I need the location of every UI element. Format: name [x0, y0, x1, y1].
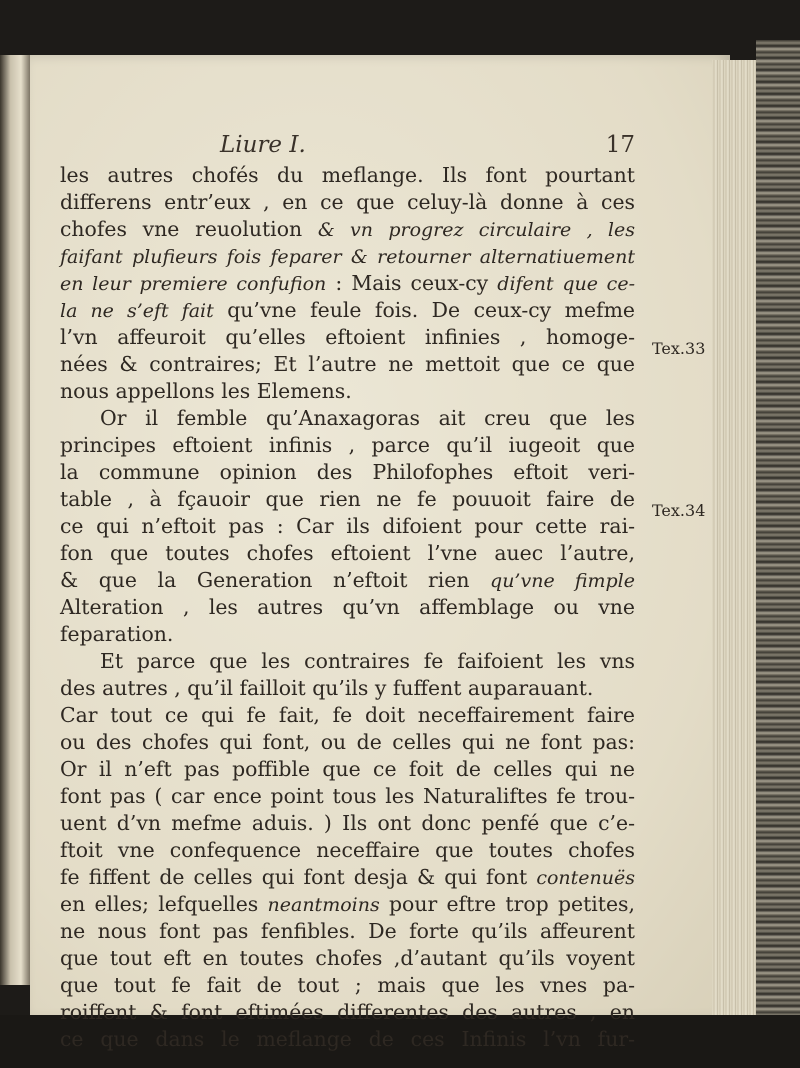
line-text: uent d’vn mefme aduis. ) Ils ont donc penfé que c’e- — [60, 811, 635, 835]
italic-text: neantmoins — [267, 894, 380, 916]
page-header — [220, 132, 635, 162]
text-line — [60, 405, 635, 432]
line-text: Car tout ce qui fe fait, fe doit neceffairement faire — [60, 703, 635, 727]
line-text: roiffent & font eftimées differentes des autres , en — [60, 1000, 635, 1024]
line-text: ne nous font pas fenfibles. De forte qu’ils affeurent — [60, 919, 635, 943]
margin-note: Tex.33 — [652, 339, 706, 358]
text-line — [60, 297, 635, 324]
line-text: nées & contraires; Et l’autre ne mettoit que ce que — [60, 352, 635, 376]
line-text: font pas ( car ence point tous les Naturaliftes fe trou- — [60, 784, 635, 808]
text-line — [60, 702, 635, 729]
line-text: nous appellons les Elemens. — [60, 379, 352, 403]
italic-text: faifant plufieurs fois feparer & retourner alternatiuement — [60, 246, 635, 268]
line-text: ou des chofes qui font, ou de celles qui ne font pas: — [60, 730, 635, 754]
line-text: fe fiffent de celles qui font desja & qui font — [60, 865, 537, 889]
text-line — [60, 729, 635, 756]
text-line — [60, 351, 635, 378]
line-text: differens entr’eux , en ce que celuy-là donne à ces — [60, 190, 635, 214]
text-line — [60, 486, 635, 513]
text-line — [60, 810, 635, 837]
text-line — [60, 1026, 635, 1053]
line-text: : Mais ceux-cy — [326, 271, 498, 295]
italic-text: la ne s’eft fait — [60, 300, 214, 322]
text-line — [60, 513, 635, 540]
line-text: Et parce que les contraires fe faifoient les vns — [100, 649, 635, 673]
line-text: feparation. — [60, 622, 174, 646]
line-text: des autres , qu’il failloit qu’ils y fuffent auparauant. — [60, 676, 594, 700]
text-line — [60, 432, 635, 459]
line-text: qu’vne feule fois. De ceux-cy mefme — [213, 298, 635, 322]
text-line — [60, 459, 635, 486]
italic-text: contenuës — [536, 867, 635, 889]
line-text: que tout eft en toutes chofes ,d’autant qu’ils voyent — [60, 946, 635, 970]
line-text: pour eftre trop petites, — [379, 892, 635, 916]
line-text: Or il femble qu’Anaxagoras ait creu que les — [100, 406, 635, 430]
running-head: Liure I. — [220, 132, 306, 158]
page-stack — [712, 60, 756, 1020]
body-text — [60, 162, 635, 1053]
italic-text: qu’vne fimple — [490, 570, 635, 592]
italic-text: en leur premiere confufion — [60, 273, 327, 295]
text-line — [60, 756, 635, 783]
text-line — [60, 945, 635, 972]
text-line — [60, 891, 635, 918]
line-text: les autres chofés du meflange. Ils font pourtant — [60, 163, 635, 187]
text-line — [60, 972, 635, 999]
line-text: chofes vne reuolution — [60, 217, 318, 241]
line-text: ce qui n’eftoit pas : Car ils difoient pour cette rai- — [60, 514, 635, 538]
line-text: fon que toutes chofes eftoient l’vne auec l’autre, — [60, 541, 635, 565]
italic-text: & vn progrez circulaire , les — [317, 219, 635, 241]
margin-note: Tex.34 — [652, 501, 706, 520]
text-line — [60, 918, 635, 945]
text-line — [60, 594, 635, 621]
line-text: Alteration , les autres qu’vn affemblage ou vne — [60, 595, 635, 619]
text-line — [60, 783, 635, 810]
text-line — [60, 216, 635, 243]
left-page-edge — [0, 55, 30, 985]
text-line — [60, 189, 635, 216]
line-text: en elles; lefquelles — [60, 892, 268, 916]
text-line — [60, 837, 635, 864]
text-line — [60, 864, 635, 891]
line-text: table , à fçauoir que rien ne fe pouuoit faire de — [60, 487, 635, 511]
text-line — [60, 621, 635, 648]
text-line — [60, 243, 635, 270]
text-line — [60, 648, 635, 675]
line-text: l’vn affeuroit qu’elles eftoient infinies , homoge- — [60, 325, 635, 349]
line-text: Or il n’eft pas poffible que ce foit de celles qui ne — [60, 757, 635, 781]
line-text: ftoit vne confequence neceffaire que toutes chofes — [60, 838, 635, 862]
text-line — [60, 378, 635, 405]
text-line — [60, 999, 635, 1026]
text-line — [60, 324, 635, 351]
text-line — [60, 567, 635, 594]
line-text: principes eftoient infinis , parce qu’il iugeoit que — [60, 433, 635, 457]
page-number: 17 — [605, 132, 635, 158]
line-text: ce que dans le meflange de ces Infinis l’vn fur- — [60, 1027, 635, 1051]
text-line — [60, 540, 635, 567]
text-line — [60, 162, 635, 189]
text-line — [60, 675, 635, 702]
line-text: la commune opinion des Philofophes eftoit veri- — [60, 460, 635, 484]
text-line — [60, 270, 635, 297]
line-text: que tout fe fait de tout ; mais que les vnes pa- — [60, 973, 635, 997]
book-fore-edge — [756, 40, 800, 1040]
line-text: & que la Generation n’eftoit rien — [60, 568, 491, 592]
italic-text: difent que ce- — [497, 273, 635, 295]
